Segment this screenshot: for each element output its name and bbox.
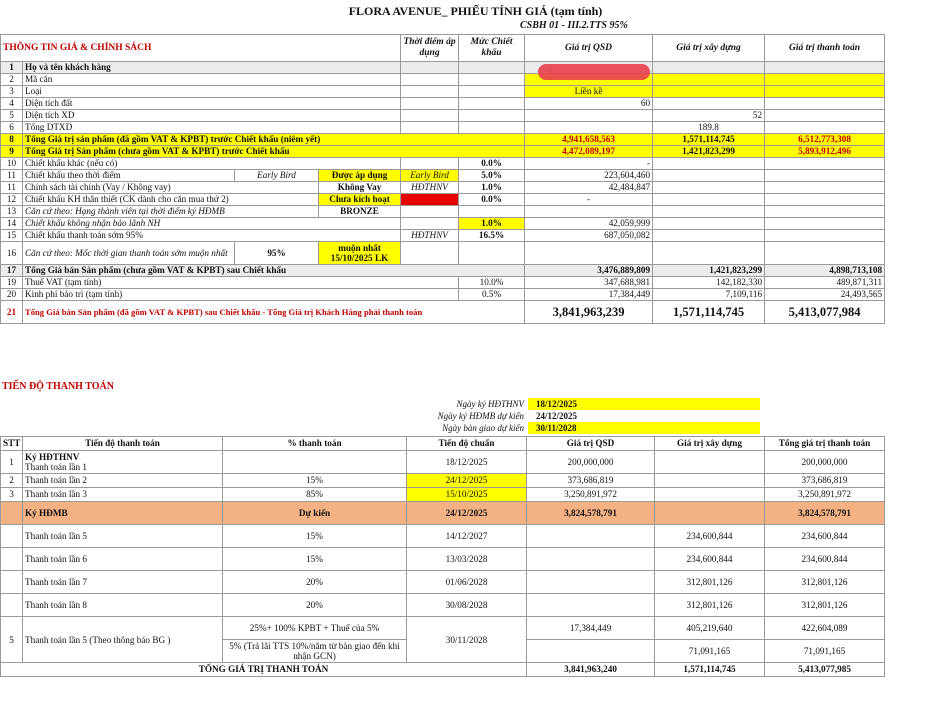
price-policy-table — [0, 34, 885, 324]
redaction-mark — [538, 64, 650, 80]
table-row: 14 Chiết khấu không nhận bảo lãnh NH 1.0% 42,059,999 — [1, 218, 885, 230]
col-time: Thời điểm áp dụng — [401, 35, 459, 62]
table-row: 5% (Trả lãi TTS 10%/năm từ bàn giao đến khi nhận GCN) 71,091,165 71,091,165 — [1, 640, 885, 663]
schedule-title: TIẾN ĐỘ THANH TOÁN — [2, 381, 114, 392]
table-row: 6 Tổng DTXD 189.8 — [1, 122, 885, 134]
col-rate: Mức Chiết khấu — [459, 35, 525, 62]
table-row: 16 Căn cứ theo: Mốc thời gian thanh toán sớm muộn nhất 95% muộn nhất 15/10/2025 LK — [1, 242, 885, 265]
table-row: 10 Chiết khấu khác (nếu có) 0.0% - — [1, 158, 885, 170]
table-row: 11 Chính sách tài chính (Vay / Không vay) Không Vay HĐTHNV 1.0% 42,484,847 — [1, 182, 885, 194]
table-row: Ký HĐMB Dự kiến 24/12/2025 3,824,578,791 3,824,578,791 — [1, 502, 885, 525]
col-land: Giá trị QSD — [525, 35, 653, 62]
grand-total-row: 21 Tổng Giá bán Sản phẩm (đã gồm VAT & KPBT) sau Chiết khấu - Tổng Giá trị Khách Hàng phải thanh toán 3,841,963,239 1,571,114,745 5,413,077,984 — [1, 301, 885, 324]
table-row: 1 Ký HĐTHNV Thanh toán lần 1 18/12/2025 200,000,000 200,000,000 — [1, 451, 885, 474]
col-build: Giá trị xây dựng — [653, 35, 765, 62]
table-row: 9 Tổng Giá trị Sản phẩm (chưa gồm VAT & KPBT) trước Chiết khấu 4,472,089,197 1,421,823,299 5,893,912,496 — [1, 146, 885, 158]
table-row: 1 Họ và tên khách hàng — [1, 62, 885, 74]
table-row: 5 Thanh toán lần 5 (Theo thông báo BG ) 25%+ 100% KPBT + Thuế của 5% 30/11/2028 17,384,449 405,219,640 422,604,089 — [1, 617, 885, 640]
table-row: Thanh toán lần 6 15% 13/03/2028 234,600,844 234,600,844 — [1, 548, 885, 571]
table-row: 2 Thanh toán lần 2 15% 24/12/2025 373,686,819 373,686,819 — [1, 474, 885, 488]
table-row: 19 Thuế VAT (tạm tính) 10.0% 347,688,981 142,182,330 489,871,311 — [1, 277, 885, 289]
doc-subtitle: CSBH 01 - III.2.TTS 95% — [520, 20, 628, 31]
table-header: STT Tiến độ thanh toán % thanh toán Tiến độ chuẩn Giá trị QSD Giá trị xây dựng Tổng giá trị thanh toán — [1, 437, 885, 451]
table-row: Thanh toán lần 7 20% 01/06/2028 312,801,126 312,801,126 — [1, 571, 885, 594]
table-row: 2 Mã căn — [1, 74, 885, 86]
payment-schedule-table — [0, 436, 885, 677]
section-title: THÔNG TIN GIÁ & CHÍNH SÁCH — [1, 35, 401, 62]
table-row: 20 Kinh phí bảo trì (tạm tính) 0.5% 17,384,449 7,109,116 24,493,565 — [1, 289, 885, 301]
price-sheet-page: FLORA AVENUE_ PHIẾU TÍNH GIÁ (tạm tính) CSBH 01 - III.2.TTS 95% THÔNG TIN GIÁ & CHÍNH SÁCH Thời điểm áp dụng Mức Chiết khấu Giá trị QSD Giá trị xây dựng Giá trị thanh toán 1 Họ và tên khách hàng 2 Mã căn 3 Loại Liền kề 4 Diện tích đất 60 5 Diện tích XD 52 6 Tổng DTXD 189.8 8 Tổng Giá trị sản phẩm (đã gồm VAT & KPBT) trước Chiết khấu (niêm yết) 4,941,658,563 1,571,114,745 6,512,773,308 9 Tổng Giá trị Sản phẩm (chưa gồm VAT & KPBT) trước Chiết khấu 4,472,089,197 1,421,823,299 5,893,912,496 10 Chiết khấu khác (nếu có) 0.0% - 11 Chiết khấu theo thời điểm Early Bird Được áp dụng Early Bird 5.0% 223,604,460 11 Chính sách tài chính (Vay / Không vay) Không Vay HĐTHNV 1.0% 42,484,847 12 Chiết khấu KH thân thiết (CK dành cho căn mua thứ 2) Chưa kích hoạt HĐMB 0.0% - 13 Căn cứ theo: Hạng thành viên tại thời điểm ký HĐMB BRONZE 14 Chiết khấu không nhận bảo lãnh NH 1.0% 42,059,999 15 Chiết khấu thanh toán sớm 95% HĐTHNV 16.5% 687,050,082 16 Căn cứ theo: Mốc thời gian thanh toán sớm muộn nhất 95% muộn nhất 15/10/2025 LK 17 Tổng Giá bán Sản phẩm (chưa gồm VAT & KPBT) sau Chiết khấu 3,476,889,809 1,421,823,299 4,898,713,108 19 Thuế VAT (tạm tính) 10.0% 347,688,981 142,182,330 489,871,311 20 Kinh phí bảo trì (tạm tính) 0.5% 17,384,449 7,109,116 24,493,565 21 Tổng Giá bán Sản phẩm (đã gồm VAT & KPBT) sau Chiết khấu - Tổng Giá trị Khách Hàng phải thanh toán 3,841,963,239 1,571,114,745 5,413,077,984 TIẾN ĐỘ THANH TOÁN Ngày ký HĐTHNV 18/12/2025 Ngày ký HĐMB dự kiến 24/12/2025 Ngày bàn giao dự kiến 30/11/2028 STT Tiến độ thanh toán % thanh toán Tiến độ chuẩn Giá trị QSD Giá trị xây dựng Tổng giá trị thanh toán 1 Ký HĐTHNV Thanh toán lần 1 18/12/2025 200,000,000 200,000,000 2 Thanh toán lần 2 15% 24/12/2025 373,686,819 373,686,819 3 Thanh toán lần 3 85% 15/10/2025 3,250,891,972 3,250,891,972 Ký HĐMB Dự kiến 24/12/2025 3,824,578,791 3,824,578,791 Thanh toán lần 5 15% 14/12/2027 234,600,844 234,600,844 Thanh toán lần 6 15% 13/03/2028 234,600,844 234,600,844 Thanh toán lần 7 20% 01/06/2028 312,801,126 312,801,126 Thanh toán lần 8 20% 30/08/2028 312,801,126 312,801,126 5 Thanh toán lần 5 (Theo thông báo BG ) 25%+ 100% KPBT + Thuế của 5% 30/11/2028 17,384,449 405,219,640 422,604,089 5% (Trả lãi TTS 10%/năm từ bàn giao đến khi nhận GCN) 71,091,165 71,091,165 TỔNG GIÁ TRỊ THANH TOÁN 3,841,963,240 1,571,114,745 5,413,077,985 — [0, 0, 951, 720]
table-row: 11 Chiết khấu theo thời điểm Early Bird Được áp dụng Early Bird 5.0% 223,604,460 — [1, 170, 885, 182]
total-row: TỔNG GIÁ TRỊ THANH TOÁN 3,841,963,240 1,571,114,745 5,413,077,985 — [1, 663, 885, 677]
table-row: Thanh toán lần 5 15% 14/12/2027 234,600,844 234,600,844 — [1, 525, 885, 548]
table-header — [1, 35, 885, 62]
table-row: 12 Chiết khấu KH thân thiết (CK dành cho căn mua thứ 2) Chưa kích hoạt HĐMB 0.0% - — [1, 194, 885, 206]
table-row: 13 Căn cứ theo: Hạng thành viên tại thời điểm ký HĐMB BRONZE — [1, 206, 885, 218]
table-row: Thanh toán lần 8 20% 30/08/2028 312,801,126 312,801,126 — [1, 594, 885, 617]
col-total: Giá trị thanh toán — [765, 35, 885, 62]
table-row: 4 Diện tích đất 60 — [1, 98, 885, 110]
table-row: 17 Tổng Giá bán Sản phẩm (chưa gồm VAT & KPBT) sau Chiết khấu 3,476,889,809 1,421,823,299 4,898,713,108 — [1, 265, 885, 277]
table-row: 15 Chiết khấu thanh toán sớm 95% HĐTHNV 16.5% 687,050,082 — [1, 230, 885, 242]
table-row: 5 Diện tích XD 52 — [1, 110, 885, 122]
table-row: 3 Thanh toán lần 3 85% 15/10/2025 3,250,891,972 3,250,891,972 — [1, 488, 885, 502]
table-row: 8 Tổng Giá trị sản phẩm (đã gồm VAT & KPBT) trước Chiết khấu (niêm yết) 4,941,658,563 1,571,114,745 6,512,773,308 — [1, 134, 885, 146]
doc-title: FLORA AVENUE_ PHIẾU TÍNH GIÁ (tạm tính) — [348, 4, 603, 18]
table-row: 3 Loại Liền kề — [1, 86, 885, 98]
